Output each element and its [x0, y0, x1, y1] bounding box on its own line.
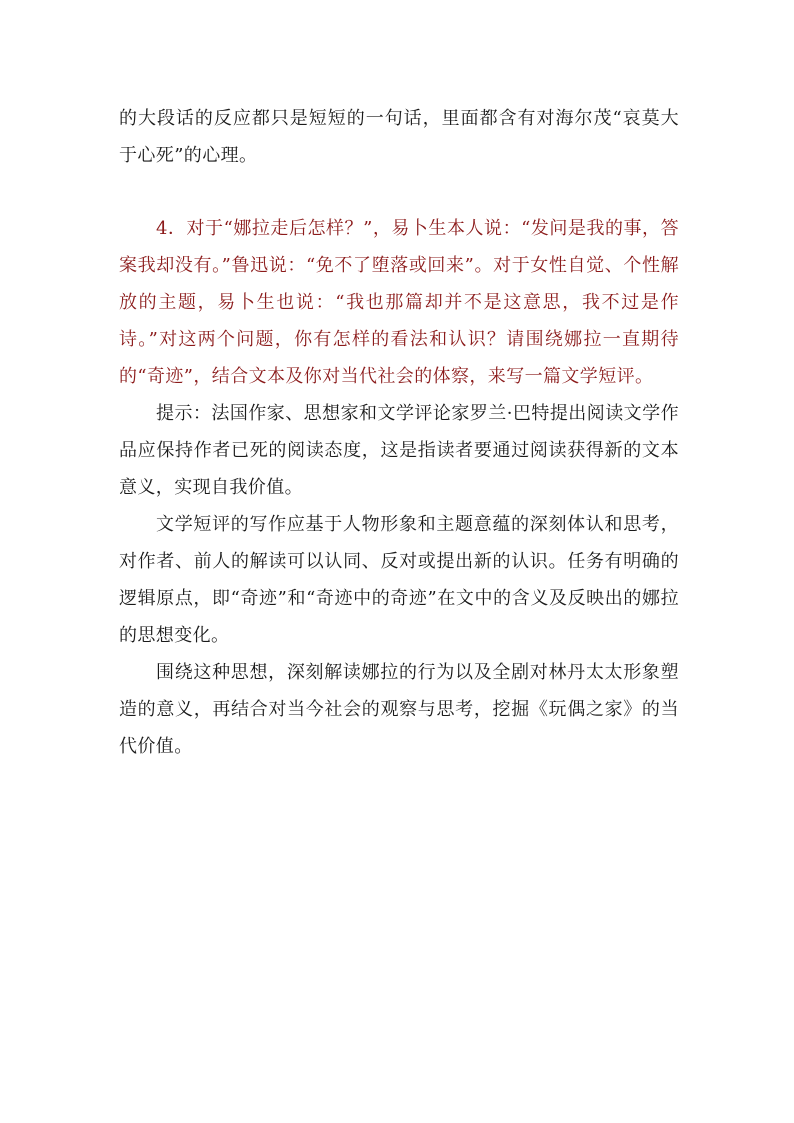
question-paragraph: 4．对于“娜拉走后怎样？”，易卜生本人说：“发问是我的事，答案我却没有。”鲁迅说：“免不了堕落或回来”。对于女性自觉、个性解放的主题，易卜生也说：“我也那篇却并不是这意思，我不过是作诗。”对这两个问题，你有怎样的看法和认识？请围绕娜拉一直期待的“奇迹”，结合文本及你对当代社会的体察，来写一篇文学短评。: [119, 218, 679, 387]
guidance-paragraph: 文学短评的写作应基于人物形象和主题意蕴的深刻体认和思考，对作者、前人的解读可以认同、反对或提出新的认识。任务有明确的逻辑原点，即“奇迹”和“奇迹中的奇迹”在文中的含义及反映出的娜拉的思想变化。: [119, 514, 679, 646]
hint-paragraph: 提示：法国作家、思想家和文学评论家罗兰·巴特提出阅读文学作品应保持作者已死的阅读态度，这是指读者要通过阅读获得新的文本意义，实现自我价值。: [119, 403, 679, 498]
text-body: [119, 100, 679, 765]
paragraph-gap: [119, 174, 679, 210]
continuation-paragraph: 的大段话的反应都只是短短的一句话，里面都含有对海尔茂“哀莫大于心死”的心理。: [119, 108, 679, 166]
conclusion-paragraph: 围绕这种思想，深刻解读娜拉的行为以及全剧对林丹太太形象塑造的意义，再结合对当今社会的观察与思考，挖掘《玩偶之家》的当代价值。: [119, 662, 679, 757]
